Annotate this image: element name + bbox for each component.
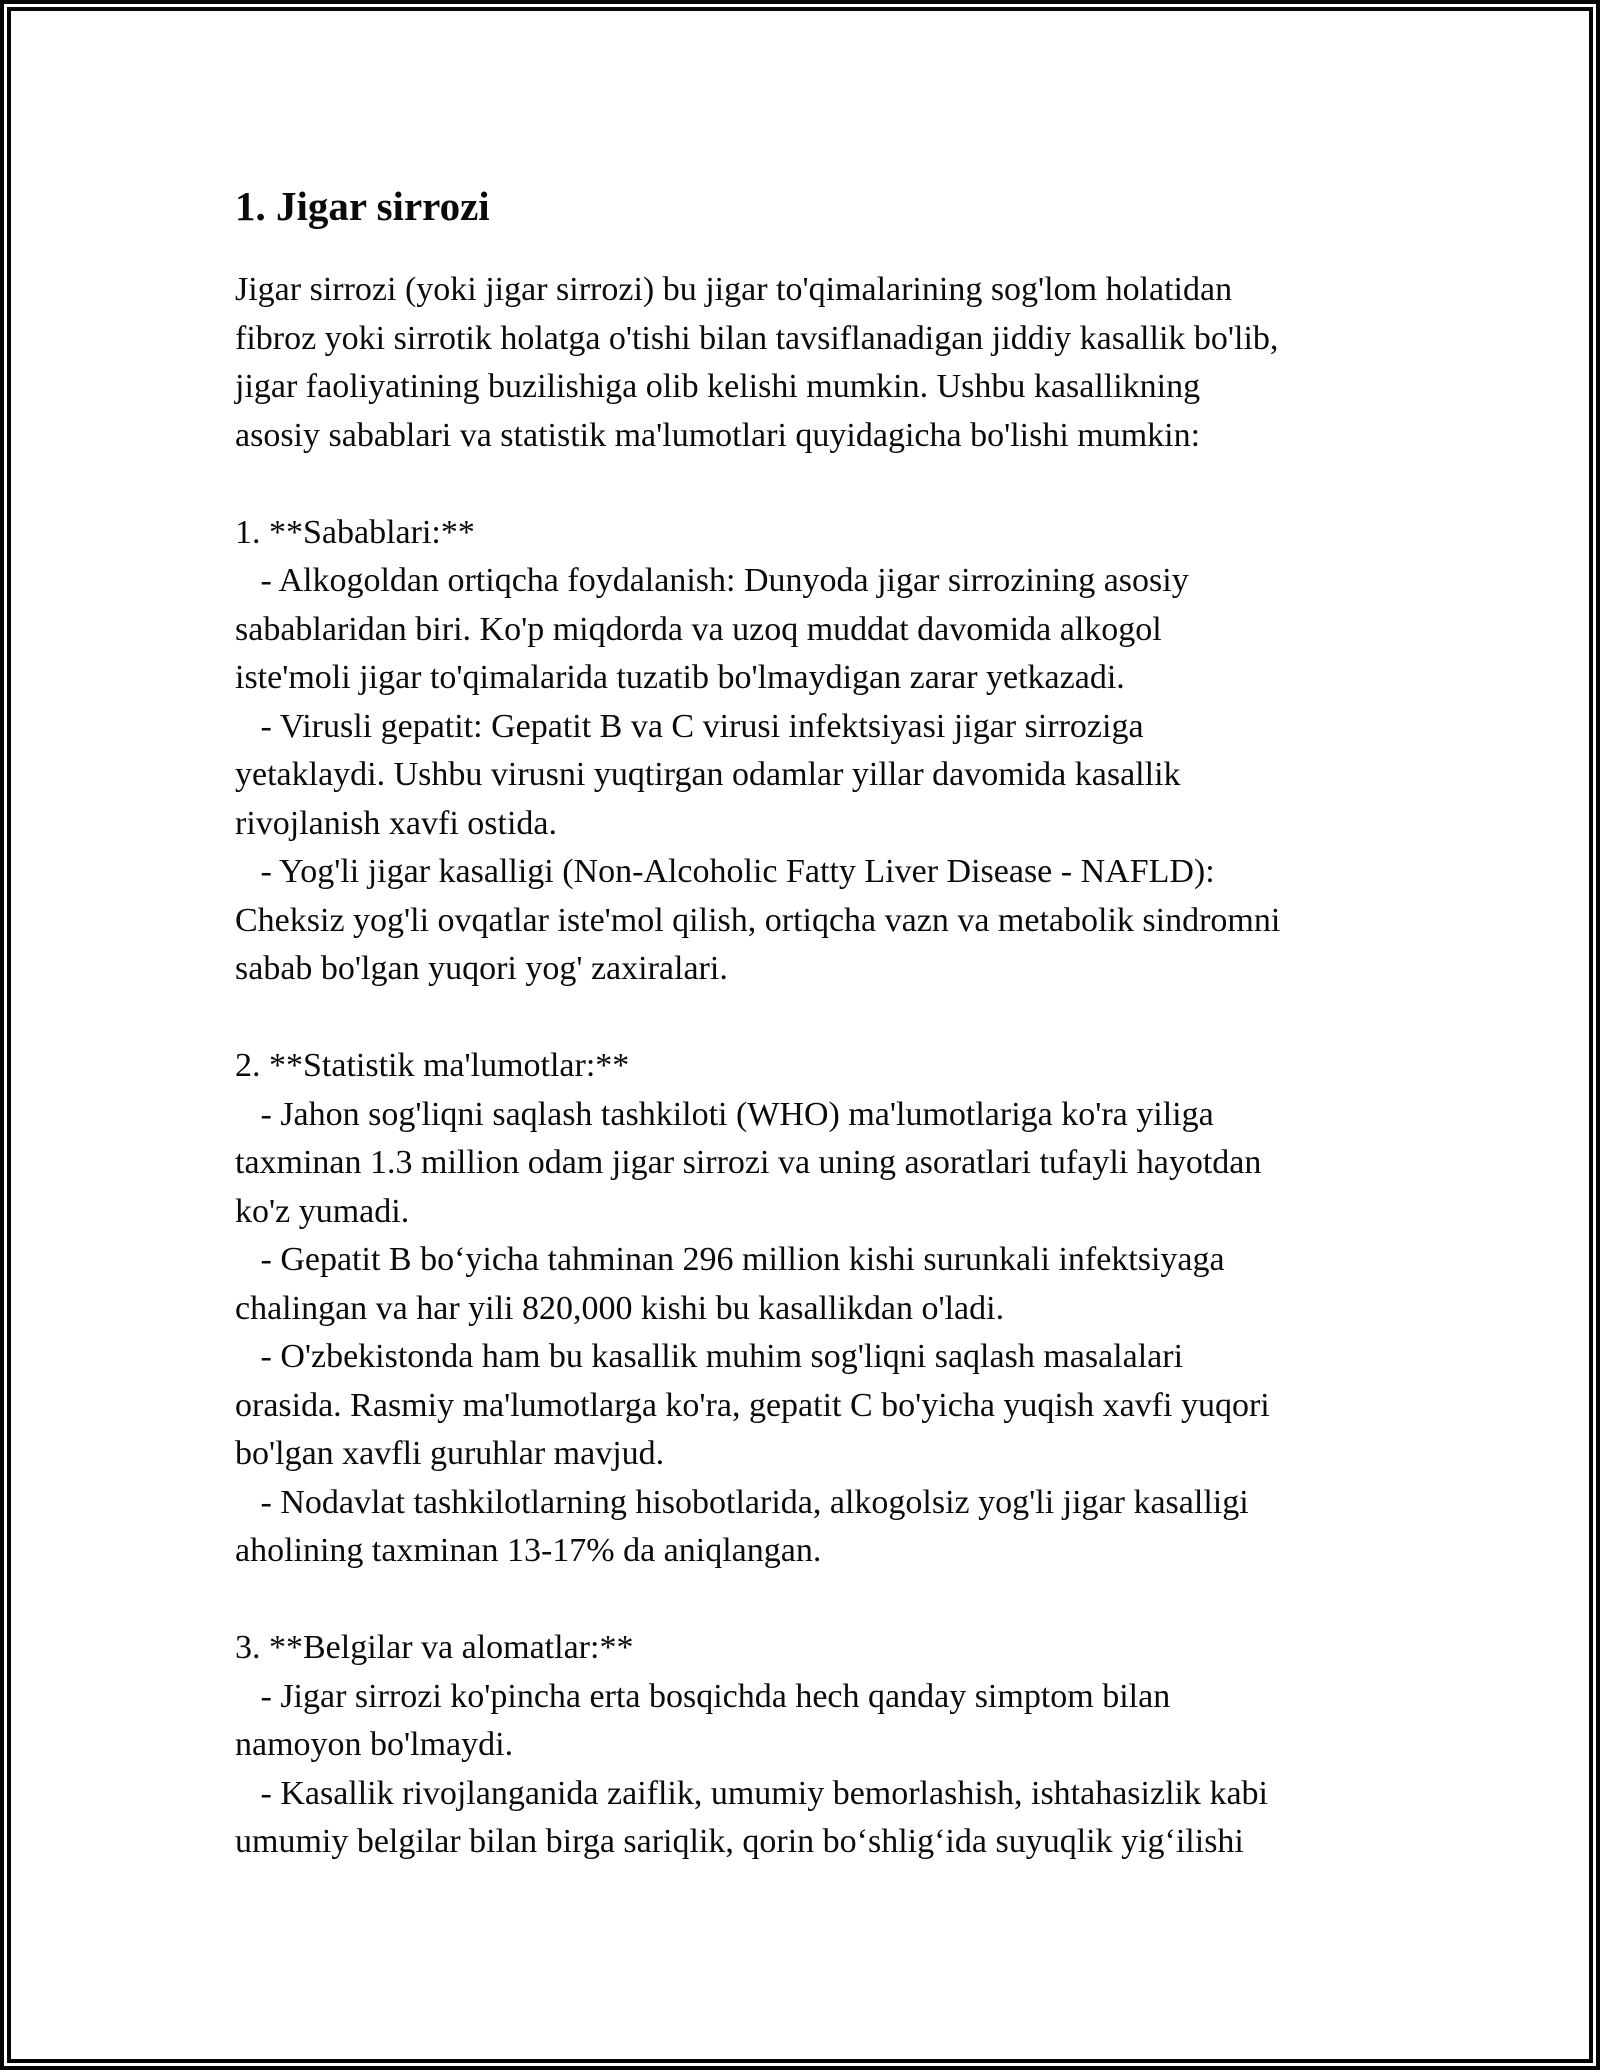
text-line: yetaklaydi. Ushbu virusni yuqtirgan odamlar yillar davomida kasallik: [235, 756, 1181, 793]
text-line: namoyon bo'lmaydi.: [235, 1726, 514, 1763]
text-line: - O'zbekistonda ham bu kasallik muhim sog'liqni saqlash masalalari: [235, 1338, 1184, 1375]
text-line: - Kasallik rivojlanganida zaiflik, umumiy bemorlashish, ishtahasizlik kabi: [235, 1774, 1268, 1812]
intro-paragraph: [235, 266, 1495, 460]
text-line: - Alkogoldan ortiqcha foydalanish: Dunyoda jigar sirrozining asosiy: [235, 562, 1189, 599]
text-line: Cheksiz yog'li ovqatlar iste'mol qilish, ortiqcha vazn va metabolik sindromni: [235, 901, 1281, 939]
text-line: aholining taxminan 13-17% da aniqlangan.: [235, 1532, 822, 1569]
text-line: asosiy sabablari va statistik ma'lumotlari quyidagicha bo'lishi mumkin:: [235, 416, 1201, 454]
text-line: umumiy belgilar bilan birga sariqlik, qorin bo‘shlig‘ida suyuqlik yig‘ilishi: [235, 1823, 1244, 1860]
document-body: [235, 266, 1495, 1867]
text-line: - Gepatit B bo‘yicha tahminan 296 million kishi surunkali infektsiyaga: [235, 1241, 1225, 1278]
page-title: 1. Jigar sirrozi: [235, 183, 490, 229]
text-line: - Jahon sog'liqni saqlash tashkiloti (WHO) ma'lumotlariga ko'ra yiliga: [235, 1095, 1214, 1133]
text-line: - Yog'li jigar kasalligi (Non-Alcoholic Fatty Liver Disease - NAFLD):: [235, 853, 1215, 890]
text-line: rivojlanish xavfi ostida.: [235, 804, 558, 842]
section-statistik-malumotlar: [235, 1042, 1495, 1576]
text-line: taxminan 1.3 million odam jigar sirrozi va uning asoratlari tufayli hayotdan: [235, 1144, 1262, 1181]
text-line: chalingan va har yili 820,000 kishi bu kasallikdan o'ladi.: [235, 1289, 1005, 1327]
text-line: Jigar sirrozi (yoki jigar sirrozi) bu jigar to'qimalarining sog'lom holatidan: [235, 271, 1233, 308]
text-line: sabablaridan biri. Ko'p miqdorda va uzoq muddat davomida alkogol: [235, 610, 1162, 648]
text-line: 3. **Belgilar va alomatlar:**: [235, 1629, 634, 1666]
text-line: iste'moli jigar to'qimalarida tuzatib bo'lmaydigan zarar yetkazadi.: [235, 659, 1125, 696]
text-line: 2. **Statistik ma'lumotlar:**: [235, 1047, 630, 1084]
text-line: fibroz yoki sirrotik holatga o'tishi bilan tavsiflanadigan jiddiy kasallik bo'lib,: [235, 319, 1279, 357]
text-line: - Virusli gepatit: Gepatit B va C virusi infektsiyasi jigar sirroziga: [235, 707, 1144, 745]
text-line: ko'z yumadi.: [235, 1192, 410, 1230]
section-belgilar-va-alomatlar: [235, 1624, 1495, 1867]
text-line: orasida. Rasmiy ma'lumotlarga ko'ra, gepatit C bo'yicha yuqish xavfi yuqori: [235, 1386, 1270, 1424]
text-line: bo'lgan xavfli guruhlar mavjud.: [235, 1435, 665, 1472]
text-line: - Jigar sirrozi ko'pincha erta bosqichda hech qanday simptom bilan: [235, 1677, 1171, 1715]
section-sabablari: [235, 509, 1495, 994]
text-line: sabab bo'lgan yuqori yog' zaxiralari.: [235, 950, 728, 987]
text-line: jigar faoliyatining buzilishiga olib kelishi mumkin. Ushbu kasallikning: [235, 368, 1201, 405]
text-line: 1. **Sabablari:**: [235, 513, 475, 551]
text-line: - Nodavlat tashkilotlarning hisobotlarida, alkogolsiz yog'li jigar kasalligi: [235, 1483, 1249, 1521]
